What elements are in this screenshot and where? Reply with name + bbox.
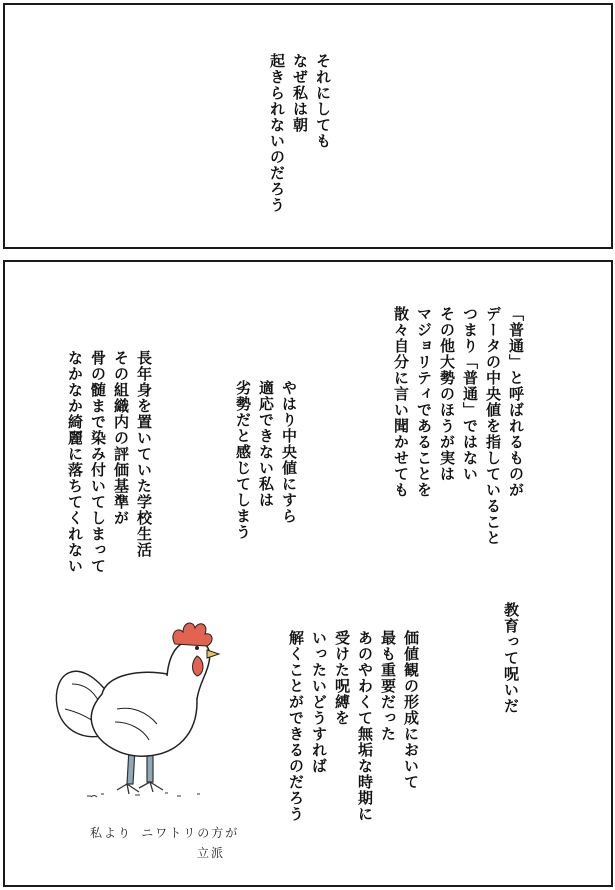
panel-bottom	[3, 260, 613, 887]
rooster-caption-2: 立派	[197, 846, 226, 860]
block-e-line-7: 解くことができるのだろう	[287, 630, 305, 822]
panel1-line-2: なぜ私は朝	[291, 53, 309, 133]
block-a-line-7: 散々自分に言い聞かせても	[392, 306, 410, 498]
panel1-line-1: それにしても	[314, 53, 332, 149]
block-e-line-2: 最も重要だった	[379, 630, 397, 742]
block-d-line-1: 教育って呪いだ	[502, 602, 520, 714]
panel1-text	[265, 53, 334, 233]
panel1-line-3: 起きられないのだろう	[268, 53, 286, 213]
block-e-line-6: いったいどうすれば	[310, 630, 328, 774]
block-c-line-4: なかなか綺麗に落ちてくれない	[66, 350, 84, 574]
panel-top	[3, 3, 613, 249]
block-a-line-5: その他大勢のほうが実は	[438, 306, 456, 482]
block-e-line-1: 価値観の形成において	[402, 630, 420, 790]
rooster-caption: 私より ニワトリの方が	[90, 826, 240, 840]
block-c-line-1: 長年身を置いていた学校生活	[135, 350, 153, 558]
block-e-line-3: あのやわくて無垢な時期に	[356, 630, 374, 822]
block-a-line-4: つまり「普通」ではない	[461, 306, 479, 482]
text-block-norm	[389, 306, 527, 551]
text-block-values	[284, 630, 422, 830]
block-a-line-6: マジョリティであることを	[415, 306, 433, 498]
block-b-line-3: 劣勢だと感じてしまう	[234, 380, 252, 540]
block-a-line-2: データの中央値を指していること	[484, 306, 502, 546]
text-block-median	[231, 380, 300, 550]
block-b-line-2: 適応できない私は	[257, 380, 275, 508]
block-a-line-1: 「普通」と呼ばれるものが	[507, 306, 525, 498]
block-c-line-3: 骨の髄まで染み付いてしまって	[89, 350, 107, 574]
block-b-line-1: やはり中央値にすら	[280, 380, 298, 524]
block-e-line-4: 受けた呪縛を	[333, 630, 351, 726]
rooster-comb	[173, 623, 212, 646]
block-c-line-2: その組織内の評価基準が	[112, 350, 130, 526]
rooster-illustration	[47, 614, 227, 804]
text-block-curse	[499, 602, 522, 722]
text-block-school	[63, 350, 155, 590]
